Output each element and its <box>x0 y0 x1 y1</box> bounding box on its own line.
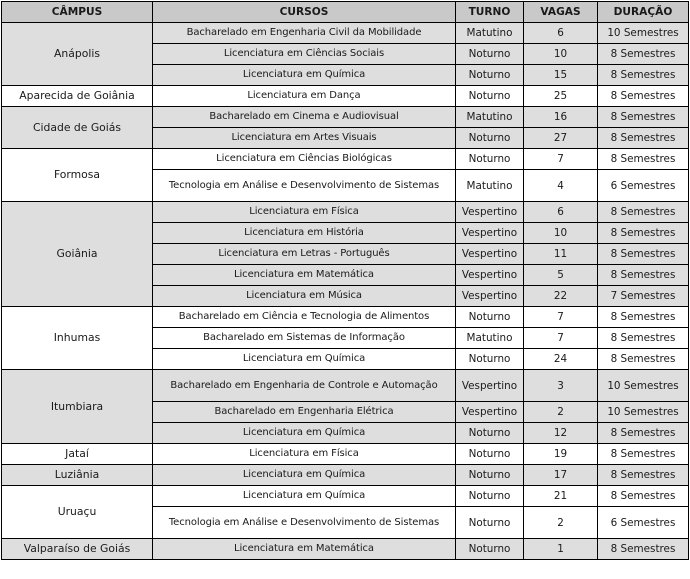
vagas-cell: 24 <box>524 349 598 370</box>
table-row <box>2 465 689 486</box>
course-cell: Licenciatura em Letras - Português <box>153 244 456 265</box>
header-row <box>2 2 689 23</box>
campus-cell: Itumbiara <box>2 370 153 444</box>
turno-cell: Vespertino <box>456 244 524 265</box>
course-cell: Bacharelado em Ciência e Tecnologia de Alimentos <box>153 307 456 328</box>
header-turno: TURNO <box>456 2 524 23</box>
duracao-cell: 8 Semestres <box>598 539 689 560</box>
duracao-cell: 8 Semestres <box>598 202 689 223</box>
header-campus: CÂMPUS <box>2 2 153 23</box>
duracao-cell: 8 Semestres <box>598 128 689 149</box>
duracao-cell: 8 Semestres <box>598 328 689 349</box>
course-cell: Licenciatura em Ciências Sociais <box>153 44 456 65</box>
vagas-cell: 16 <box>524 107 598 128</box>
duracao-cell: 7 Semestres <box>598 286 689 307</box>
duracao-cell: 10 Semestres <box>598 370 689 402</box>
vagas-cell: 7 <box>524 149 598 170</box>
course-cell: Bacharelado em Engenharia de Controle e Automação <box>153 370 456 402</box>
campus-cell: Anápolis <box>2 23 153 86</box>
turno-cell: Noturno <box>456 507 524 539</box>
table-row <box>2 149 689 170</box>
course-cell: Licenciatura em Matemática <box>153 265 456 286</box>
header-cursos: CURSOS <box>153 2 456 23</box>
turno-cell: Noturno <box>456 149 524 170</box>
vagas-cell: 2 <box>524 507 598 539</box>
table-row <box>2 539 689 560</box>
campus-cell: Luziânia <box>2 465 153 486</box>
duracao-cell: 6 Semestres <box>598 170 689 202</box>
course-cell: Bacharelado em Cinema e Audiovisual <box>153 107 456 128</box>
course-cell: Licenciatura em Matemática <box>153 539 456 560</box>
vagas-cell: 12 <box>524 423 598 444</box>
campus-cell: Valparaíso de Goiás <box>2 539 153 560</box>
vagas-cell: 10 <box>524 223 598 244</box>
duracao-cell: 10 Semestres <box>598 23 689 44</box>
table-body <box>2 23 689 560</box>
turno-cell: Matutino <box>456 107 524 128</box>
course-cell: Licenciatura em Química <box>153 486 456 507</box>
table-row <box>2 444 689 465</box>
course-cell: Licenciatura em Química <box>153 65 456 86</box>
vagas-cell: 7 <box>524 328 598 349</box>
campus-cell: Formosa <box>2 149 153 202</box>
duracao-cell: 8 Semestres <box>598 65 689 86</box>
turno-cell: Noturno <box>456 465 524 486</box>
duracao-cell: 8 Semestres <box>598 223 689 244</box>
turno-cell: Noturno <box>456 539 524 560</box>
turno-cell: Vespertino <box>456 286 524 307</box>
table-row <box>2 107 689 128</box>
turno-cell: Vespertino <box>456 265 524 286</box>
vagas-cell: 3 <box>524 370 598 402</box>
vagas-cell: 6 <box>524 202 598 223</box>
table-row <box>2 86 689 107</box>
campus-cell: Inhumas <box>2 307 153 370</box>
duracao-cell: 8 Semestres <box>598 107 689 128</box>
vagas-cell: 21 <box>524 486 598 507</box>
turno-cell: Noturno <box>456 44 524 65</box>
vagas-cell: 7 <box>524 307 598 328</box>
turno-cell: Vespertino <box>456 202 524 223</box>
course-cell: Bacharelado em Engenharia Civil da Mobilidade <box>153 23 456 44</box>
campus-cell: Aparecida de Goiânia <box>2 86 153 107</box>
turno-cell: Noturno <box>456 128 524 149</box>
vagas-cell: 4 <box>524 170 598 202</box>
course-cell: Licenciatura em Química <box>153 423 456 444</box>
vagas-cell: 10 <box>524 44 598 65</box>
duracao-cell: 8 Semestres <box>598 423 689 444</box>
duracao-cell: 8 Semestres <box>598 486 689 507</box>
duracao-cell: 8 Semestres <box>598 265 689 286</box>
course-cell: Licenciatura em Artes Visuais <box>153 128 456 149</box>
table-row <box>2 307 689 328</box>
course-cell: Licenciatura em Química <box>153 465 456 486</box>
campus-cell: Uruaçu <box>2 486 153 539</box>
duracao-cell: 8 Semestres <box>598 444 689 465</box>
vagas-cell: 19 <box>524 444 598 465</box>
vagas-cell: 6 <box>524 23 598 44</box>
duracao-cell: 10 Semestres <box>598 402 689 423</box>
turno-cell: Noturno <box>456 486 524 507</box>
turno-cell: Matutino <box>456 23 524 44</box>
campus-cell: Jataí <box>2 444 153 465</box>
vagas-cell: 22 <box>524 286 598 307</box>
turno-cell: Noturno <box>456 444 524 465</box>
course-cell: Licenciatura em Física <box>153 444 456 465</box>
turno-cell: Matutino <box>456 170 524 202</box>
course-cell: Tecnologia em Análise e Desenvolvimento de Sistemas <box>153 507 456 539</box>
vagas-cell: 17 <box>524 465 598 486</box>
table-row <box>2 202 689 223</box>
duracao-cell: 8 Semestres <box>598 86 689 107</box>
header-vagas: VAGAS <box>524 2 598 23</box>
duracao-cell: 6 Semestres <box>598 507 689 539</box>
turno-cell: Noturno <box>456 307 524 328</box>
duracao-cell: 8 Semestres <box>598 244 689 265</box>
course-cell: Licenciatura em Física <box>153 202 456 223</box>
table-row <box>2 370 689 402</box>
campus-cell: Goiânia <box>2 202 153 307</box>
turno-cell: Noturno <box>456 349 524 370</box>
vagas-cell: 25 <box>524 86 598 107</box>
course-cell: Licenciatura em Música <box>153 286 456 307</box>
course-cell: Tecnologia em Análise e Desenvolvimento de Sistemas <box>153 170 456 202</box>
duracao-cell: 8 Semestres <box>598 465 689 486</box>
vagas-cell: 15 <box>524 65 598 86</box>
vagas-cell: 5 <box>524 265 598 286</box>
turno-cell: Noturno <box>456 423 524 444</box>
vagas-cell: 11 <box>524 244 598 265</box>
table-row <box>2 486 689 507</box>
duracao-cell: 8 Semestres <box>598 349 689 370</box>
turno-cell: Noturno <box>456 65 524 86</box>
course-cell: Bacharelado em Sistemas de Informação <box>153 328 456 349</box>
vagas-cell: 1 <box>524 539 598 560</box>
header-duracao: DURAÇÃO <box>598 2 689 23</box>
turno-cell: Noturno <box>456 86 524 107</box>
turno-cell: Vespertino <box>456 402 524 423</box>
courses-table <box>1 1 689 560</box>
course-cell: Licenciatura em História <box>153 223 456 244</box>
duracao-cell: 8 Semestres <box>598 149 689 170</box>
vagas-cell: 2 <box>524 402 598 423</box>
turno-cell: Vespertino <box>456 223 524 244</box>
duracao-cell: 8 Semestres <box>598 307 689 328</box>
course-cell: Licenciatura em Ciências Biológicas <box>153 149 456 170</box>
campus-cell: Cidade de Goiás <box>2 107 153 149</box>
duracao-cell: 8 Semestres <box>598 44 689 65</box>
course-cell: Licenciatura em Química <box>153 349 456 370</box>
table-row <box>2 23 689 44</box>
turno-cell: Vespertino <box>456 370 524 402</box>
vagas-cell: 27 <box>524 128 598 149</box>
course-cell: Licenciatura em Dança <box>153 86 456 107</box>
course-cell: Bacharelado em Engenharia Elétrica <box>153 402 456 423</box>
turno-cell: Matutino <box>456 328 524 349</box>
